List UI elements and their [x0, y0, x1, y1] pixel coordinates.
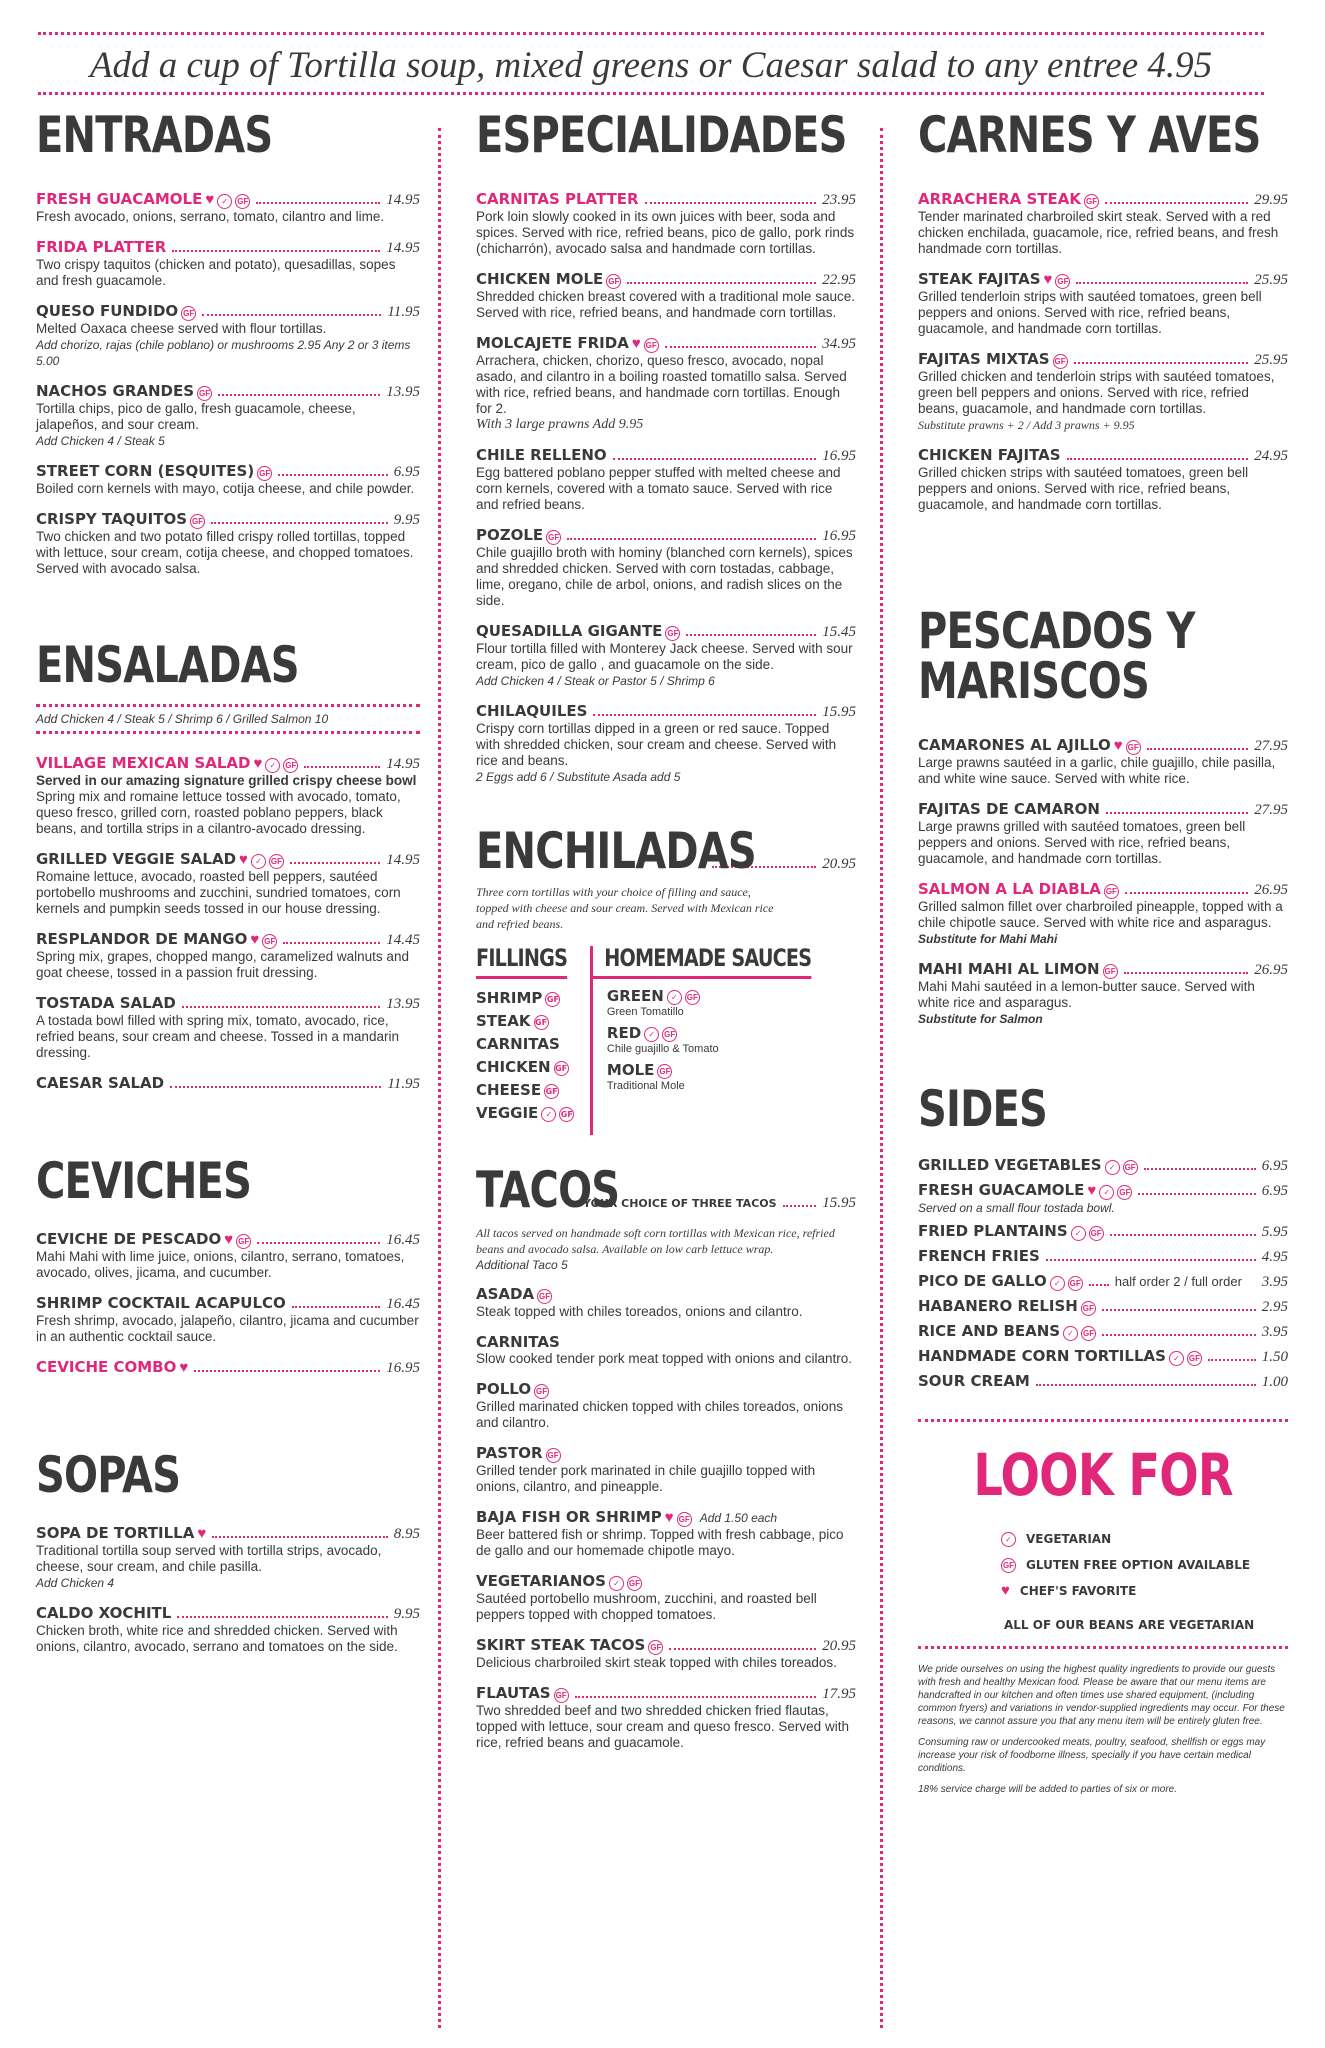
item-note: Substitute prawns + 2 / Add 3 prawns + 9.95 [918, 418, 1135, 432]
menu-item [36, 994, 420, 1061]
item-price: 6.95 [393, 464, 420, 480]
item-price: 13.95 [386, 996, 420, 1012]
item-price: 16.95 [822, 528, 856, 544]
column-middle [476, 106, 856, 1764]
item-desc: Two chicken and two potato filled crispy rolled tortillas, topped with lettuce, sour cream, cotija cheese, and chopped tomatoes. Served with avocado salsa. [36, 529, 414, 576]
item-desc: Chicken broth, white rice and shredded chicken. Served with onions, cilantro, avocado, serrano and tomatoes on the side. [36, 1623, 398, 1654]
item-desc: Large prawns sautéed in a garlic, chile guajillo, chile pasilla, and white wine sauce. Served with white rice. [918, 755, 1276, 786]
menu-item [36, 1230, 420, 1281]
disclaimer-quality: We pride ourselves on using the highest quality ingredients to provide our guests with fresh and healthy Mexican food. Please be aware that our menu items are handcrafted in our kitchen and often times use shared equipment, (including common fryers) and variations in vendor-supplied ingredients may occur. For these reasons, we cannot assure you that any menu item will be entirely gluten free. [918, 1664, 1285, 1727]
item-desc: Flour tortilla filled with Monterey Jack cheese. Served with sour cream, pico de gallo , and guacamole on the side. [476, 641, 853, 672]
menu-item [36, 382, 420, 449]
item-desc: Large prawns grilled with sautéed tomatoes, green bell peppers and onions. Served with rice, refried beans, guacamole, and handmade corn tortillas. [918, 819, 1246, 866]
side-portion: half order 2 / full order [1114, 1274, 1242, 1289]
sauce-item: RED ✓ GF Chile guajillo & Tomato [606, 1024, 719, 1055]
heart-icon: ♥ [1043, 271, 1053, 288]
gluten-free-icon: GF [644, 338, 659, 353]
menu-item [918, 350, 1288, 433]
section-title-carnes: CARNES Y AVES [918, 106, 1261, 164]
item-name: STREET CORN (ESQUITES) [36, 462, 255, 480]
section-title-enchiladas: ENCHILADAS [476, 822, 756, 880]
gluten-free-icon: GF [648, 1640, 663, 1655]
heart-icon: ♥ [1113, 737, 1123, 754]
heart-icon: ♥ [179, 1359, 189, 1376]
gluten-free-icon: GF [606, 274, 621, 289]
item-price: 14.95 [386, 240, 420, 256]
item-price: 14.45 [386, 932, 420, 948]
item-desc: Grilled salmon fillet over charbroiled pineapple, topped with a chile chipotle sauce. Served with white rice and asparagus. [918, 899, 1283, 930]
legend-item: GF GLUTEN FREE OPTION AVAILABLE [1002, 1558, 1251, 1572]
gluten-free-icon: GF [546, 1448, 561, 1463]
item-price: 16.95 [386, 1360, 420, 1376]
item-desc: Two crispy taquitos (chicken and potato), quesadillas, sopes and fresh guacamole. [36, 257, 396, 288]
heart-icon: ♥ [197, 1525, 207, 1542]
item-desc: Traditional tortilla soup served with tortilla strips, avocado, cheese, sour cream, and chile pasilla. [36, 1543, 382, 1574]
fillings-title: FILLINGS [476, 946, 567, 979]
gluten-free-icon: GF [627, 1576, 642, 1591]
filling-item: SHRIMP [476, 989, 543, 1007]
item-name: CAMARONES AL AJILLO [918, 736, 1111, 754]
item-name: CALDO XOCHITL [36, 1604, 172, 1622]
menu-item [36, 238, 420, 289]
tacos-subtitle: YOUR CHOICE OF THREE TACOS [583, 1197, 777, 1210]
filling-item: CHICKEN [476, 1058, 551, 1076]
fillings-list [476, 979, 590, 1125]
item-desc: Shredded chicken breast covered with a traditional mole sauce. Served with rice, refried beans, and handmade corn tortillas. [476, 289, 855, 320]
taco-item: BAJA FISH OR SHRIMP ♥ GF Add 1.50 each Beer battered fish or shrimp. Topped with fresh cabbage, pico de gallo and our homemade chipotle mayo. [476, 1508, 844, 1558]
item-name: MAHI MAHI AL LIMON [918, 960, 1100, 978]
item-name: QUESADILLA GIGANTE [476, 622, 663, 640]
menu-item [36, 190, 420, 225]
item-note: With 3 large prawns Add 9.95 [476, 417, 644, 432]
item-desc: Arrachera, chicken, chorizo, queso fresco, avocado, nopal asado, and cilantro in a boiling roasted tomatillo salsa. Served with rice, refried beans, and handmade corn tortillas. Enough for 2. [476, 353, 847, 416]
item-name: CEVICHE COMBO [36, 1358, 177, 1376]
column-left [36, 106, 420, 1668]
menu-item [36, 754, 420, 837]
vegetarian-icon: ✓ [609, 1576, 624, 1591]
side-item: FRESH GUACAMOLE ♥ ✓ GF 6.95 [918, 1181, 1288, 1199]
enchiladas-header [476, 822, 856, 880]
column-right [918, 106, 1288, 1796]
ensaladas-addons: Add Chicken 4 / Steak 5 / Shrimp 6 / Grilled Salmon 10 [36, 712, 329, 726]
side-item: HANDMADE CORN TORTILLAS ✓ GF 1.50 [918, 1347, 1288, 1365]
tacos-note: Additional Taco 5 [476, 1258, 568, 1272]
item-price: 24.95 [1254, 448, 1288, 464]
item-desc: Grilled chicken and tenderloin strips with sautéed tomatoes, green bell peppers and onions. Served with rice, refried beans, guacamole, and handmade corn tortillas. [918, 369, 1275, 416]
item-desc: Tortilla chips, pico de gallo, fresh guacamole, cheese, jalapeños, and sour cream. [36, 401, 356, 432]
item-price: 23.95 [822, 192, 856, 208]
look-for-title: LOOK FOR [973, 1441, 1233, 1509]
top-divider [38, 32, 1264, 35]
item-desc: Fresh shrimp, avocado, jalapeño, cilantro, jicama and cucumber in an authentic cocktail sauce. [36, 1313, 419, 1344]
menu-item [476, 190, 856, 257]
item-name: FRESH GUACAMOLE [36, 190, 203, 208]
sauces-panel [593, 946, 866, 1135]
gluten-free-icon: GF [537, 1289, 552, 1304]
gluten-free-icon: GF [1103, 964, 1118, 979]
gluten-free-icon: GF [1001, 1558, 1016, 1573]
vegetarian-icon: ✓ [1063, 1326, 1078, 1341]
section-title-entradas: ENTRADAS [36, 106, 273, 164]
item-price: 16.95 [822, 448, 856, 464]
item-desc: A tostada bowl filled with spring mix, tomato, avocado, rice, refried beans, sour cream and cheese. Tossed in a mandarin dressing. [36, 1013, 399, 1060]
disclaimer-raw: Consuming raw or undercooked meats, poultry, seafood, shellfish or eggs may increase your risk of foodborne illness, specially if you have certain medical conditions. [918, 1737, 1266, 1774]
banner-text: Add a cup of Tortilla soup, mixed greens or Caesar salad to any entree 4.95 [89, 45, 1213, 86]
section-title-sopas: SOPAS [36, 1446, 181, 1504]
gluten-free-icon: GF [1081, 1301, 1096, 1316]
item-desc: Chile guajillo broth with hominy (blanched corn kernels), spices and shredded chicken. Served with corn tostadas, cabbage, lime, oregano, chile de arbol, onions, and radish slices on the side. [476, 545, 853, 608]
menu-item [476, 702, 856, 785]
item-note: Add chorizo, rajas (chile poblano) or mushrooms 2.95 Any 2 or 3 items 5.00 [36, 338, 411, 368]
menu-item [36, 462, 420, 497]
gluten-free-icon: GF [269, 854, 284, 869]
menu-item [36, 930, 420, 981]
item-price: 16.45 [386, 1296, 420, 1312]
gluten-free-icon: GF [665, 626, 680, 641]
item-price: 27.95 [1254, 802, 1288, 818]
gluten-free-icon: GF [236, 1234, 251, 1249]
gluten-free-icon: GF [1053, 354, 1068, 369]
item-name: CRISPY TAQUITOS [36, 510, 187, 528]
vegetarian-icon: ✓ [265, 758, 280, 773]
vegetarian-icon: ✓ [1050, 1276, 1065, 1291]
section-title-pescados-line2: MARISCOS [918, 652, 1150, 710]
look-for-panel [918, 1441, 1288, 1509]
side-item: SOUR CREAM 1.00 [918, 1372, 1288, 1390]
item-note: Add Chicken 4 / Steak 5 [36, 434, 165, 448]
item-name: NACHOS GRANDES [36, 382, 195, 400]
filling-item: STEAK [476, 1012, 531, 1030]
gluten-free-icon: GF [545, 992, 560, 1007]
section-title-sides: SIDES [918, 1080, 1048, 1138]
heart-icon: ♥ [631, 335, 641, 352]
menu-item [918, 960, 1288, 1027]
gluten-free-icon: GF [1104, 884, 1119, 899]
item-price: 25.95 [1254, 272, 1288, 288]
side-note: Served on a small flour tostada bowl. [918, 1201, 1115, 1215]
item-price: 25.95 [1254, 352, 1288, 368]
item-price: 14.95 [386, 192, 420, 208]
item-price: 15.95 [822, 704, 856, 720]
menu-item [476, 526, 856, 609]
gluten-free-icon: GF [534, 1015, 549, 1030]
menu-item [918, 270, 1288, 337]
section-title-pescados-line1: PESCADOS Y [918, 602, 1195, 660]
section-title-ceviches: CEVICHES [36, 1152, 252, 1210]
item-desc: Grilled tenderloin strips with sautéed tomatoes, green bell peppers and onions. Served with rice, refried beans, guacamole, and handmade corn tortillas. [918, 289, 1262, 336]
menu-item [918, 736, 1288, 787]
menu-item [918, 190, 1288, 257]
item-name: STEAK FAJITAS [918, 270, 1041, 288]
filling-item: CARNITAS [476, 1035, 560, 1053]
item-desc: Crispy corn tortillas dipped in a green or red sauce. Topped with shredded chicken, sour cream and cheese. Served with rice and beans. [476, 721, 837, 768]
heart-icon: ♥ [239, 851, 248, 868]
item-desc: Spring mix and romaine lettuce tossed with avocado, tomato, queso fresco, grilled corn, roasted poblano peppers, black beans, and tortilla strips in a cilantro-avocado dressing. [36, 789, 401, 836]
item-name: ARRACHERA STEAK [918, 190, 1082, 208]
heart-icon: ♥ [224, 1231, 234, 1248]
side-item: FRENCH FRIES 4.95 [918, 1247, 1288, 1265]
taco-item: FLAUTAS GF 17.95 Two shredded beef and two shredded chicken fried flautas, topped with lettuce, sour cream and queso fresco. Served with rice, refried beans and guacamole. [476, 1684, 856, 1750]
beans-note: ALL OF OUR BEANS ARE VEGETARIAN [1004, 1618, 1255, 1632]
gluten-free-icon: GF [262, 934, 277, 949]
gluten-free-icon: GF [554, 1688, 569, 1703]
gluten-free-icon: GF [1117, 1185, 1132, 1200]
menu-item [918, 880, 1288, 947]
item-price: 34.95 [822, 336, 856, 352]
item-name: CHICKEN MOLE [476, 270, 604, 288]
sauce-item: MOLE GF Traditional Mole [606, 1061, 685, 1092]
menu-item [36, 1604, 420, 1655]
side-item: PICO DE GALLO ✓ GF half order 2 / full order 3.95 [918, 1272, 1288, 1290]
gluten-free-icon: GF [685, 990, 700, 1005]
tacos-header [476, 1161, 856, 1219]
item-name: VILLAGE MEXICAN SALAD [36, 754, 251, 772]
taco-item: VEGETARIANOS ✓ GF Sautéed portobello mushroom, zucchini, and roasted bell peppers topped with chopped tomatoes. [476, 1572, 817, 1622]
gluten-free-icon: GF [1126, 740, 1141, 755]
heart-icon: ♥ [1001, 1582, 1010, 1599]
gluten-free-icon: GF [546, 530, 561, 545]
menu-item [36, 850, 420, 917]
menu-item [36, 1524, 420, 1591]
vegetarian-icon: ✓ [251, 854, 266, 869]
heart-icon: ♥ [253, 755, 263, 772]
menu-item [36, 1074, 420, 1093]
filling-item: CHEESE [476, 1081, 542, 1099]
item-desc: Grilled chicken strips with sautéed tomatoes, green bell peppers and onions. Served with rice, refried beans, guacamole, and handmade corn tortillas. [918, 465, 1249, 512]
item-name: CHILAQUILES [476, 702, 588, 720]
sauces-title: HOMEMADE SAUCES [593, 946, 811, 979]
item-desc: Pork loin slowly cooked in its own juices with beer, soda and spices. Served with rice, refried beans, pico de gallo, pork rinds (chicharrón), avocado salsa and handmade corn tortillas. [476, 209, 855, 256]
section-title-ensaladas: ENSALADAS [36, 636, 299, 694]
section-title-tacos: TACOS [476, 1161, 620, 1219]
item-price: 13.95 [386, 384, 420, 400]
item-price: 26.95 [1254, 882, 1288, 898]
item-name: CHICKEN FAJITAS [918, 446, 1061, 464]
vegetarian-icon: ✓ [541, 1107, 556, 1122]
heart-icon: ♥ [205, 191, 215, 208]
gluten-free-icon: GF [677, 1512, 692, 1527]
item-desc: Mahi Mahi sautéed in a lemon-butter sauce. Served with white rice and asparagus. [918, 979, 1255, 1010]
item-name: CARNITAS PLATTER [476, 190, 639, 208]
item-price: 8.95 [393, 1526, 420, 1542]
sides-list [918, 1156, 1288, 1391]
item-name: SOPA DE TORTILLA [36, 1524, 195, 1542]
legend-list [998, 1526, 1288, 1604]
enchiladas-desc: Three corn tortillas with your choice of filling and sauce, topped with cheese and sour cream. Served with Mexican rice and refried beans. [476, 885, 774, 931]
menu-item [36, 1294, 420, 1345]
gluten-free-icon: GF [197, 386, 212, 401]
menu-item [476, 334, 856, 433]
sauces-list [607, 979, 866, 1092]
gluten-free-icon: GF [544, 1084, 559, 1099]
column-divider-left [438, 128, 441, 2028]
item-price: 9.95 [393, 512, 420, 528]
menu-item [476, 446, 856, 513]
item-price: 11.95 [387, 1076, 420, 1092]
item-name: FAJITAS DE CAMARON [918, 800, 1100, 818]
item-name: FRIDA PLATTER [36, 238, 167, 256]
menu-item [918, 446, 1288, 513]
side-item: FRIED PLANTAINS ✓ GF 5.95 [918, 1222, 1288, 1240]
item-name: POZOLE [476, 526, 544, 544]
side-item: RICE AND BEANS ✓ GF 3.95 [918, 1322, 1288, 1340]
item-name: CHILE RELLENO [476, 446, 607, 464]
gluten-free-icon: GF [283, 758, 298, 773]
item-price: 11.95 [387, 304, 420, 320]
item-name: GRILLED VEGGIE SALAD [36, 850, 237, 868]
legend-item: ✓ VEGETARIAN [998, 1526, 1288, 1552]
gluten-free-icon: GF [190, 514, 205, 529]
gluten-free-icon: GF [657, 1064, 672, 1079]
item-desc: Mahi Mahi with lime juice, onions, cilantro, serrano, tomatoes, avocado, olives, jicama, and cucumber. [36, 1249, 405, 1280]
item-note: Substitute for Salmon [918, 1012, 1043, 1026]
item-note: Substitute for Mahi Mahi [918, 932, 1058, 946]
vegetarian-icon: ✓ [1099, 1185, 1114, 1200]
gluten-free-icon: GF [662, 1027, 677, 1042]
item-price: 26.95 [1254, 962, 1288, 978]
item-price: 16.45 [386, 1232, 420, 1248]
side-item: HABANERO RELISH GF 2.95 [918, 1297, 1288, 1315]
tacos-price: 15.95 [822, 1195, 856, 1211]
vegetarian-icon: ✓ [667, 990, 682, 1005]
gluten-free-icon: GF [1123, 1160, 1138, 1175]
gluten-free-icon: GF [1187, 1351, 1202, 1366]
item-note: Add Chicken 4 [36, 1576, 115, 1590]
fillings-panel [476, 946, 593, 1135]
gluten-free-icon: GF [257, 466, 272, 481]
gluten-free-icon: GF [181, 306, 196, 321]
item-desc: Tender marinated charbroiled skirt steak. Served with a red chicken enchilada, guacamole, rice, refried beans, and fresh handmade corn tortillas. [918, 209, 1279, 256]
item-name: FAJITAS MIXTAS [918, 350, 1050, 368]
item-name: RESPLANDOR DE MANGO [36, 930, 248, 948]
item-desc: Melted Oaxaca cheese served with flour tortillas. [36, 321, 327, 336]
item-name: QUESO FUNDIDO [36, 302, 179, 320]
side-item: GRILLED VEGETABLES ✓ GF 6.95 [918, 1156, 1288, 1174]
taco-item: ASADA GF Steak topped with chiles toreados, onions and cilantro. [476, 1285, 803, 1319]
gluten-free-icon: GF [534, 1384, 549, 1399]
menu-item [476, 270, 856, 321]
item-highlight: Served in our amazing signature grilled crispy cheese bowl [36, 773, 417, 788]
menu-item [36, 1358, 420, 1377]
item-price: 14.95 [386, 852, 420, 868]
item-price: 27.95 [1254, 738, 1288, 754]
vegetarian-icon: ✓ [1105, 1160, 1120, 1175]
legend-item: ♥ CHEF'S FAVORITE [1001, 1582, 1137, 1599]
item-desc: Fresh avocado, onions, serrano, tomato, cilantro and lime. [36, 209, 385, 224]
gluten-free-icon: GF [1089, 1226, 1104, 1241]
gluten-free-icon: GF [559, 1107, 574, 1122]
item-price: 9.95 [393, 1606, 420, 1622]
menu-item [36, 510, 420, 577]
item-note: 2 Eggs add 6 / Substitute Asada add 5 [476, 770, 681, 784]
gluten-free-icon: GF [235, 194, 250, 209]
banner-divider [38, 92, 1264, 95]
item-name: CEVICHE DE PESCADO [36, 1230, 222, 1248]
heart-icon: ♥ [664, 1509, 674, 1526]
tacos-desc: All tacos served on handmade soft corn tortillas with Mexican rice, refried beans and avocado salsa. Available on low carb lettuce wrap. [476, 1226, 835, 1256]
item-desc: Boiled corn kernels with mayo, cotija cheese, and chile powder. [36, 481, 415, 496]
item-price: 22.95 [822, 272, 856, 288]
section-title-especialidades: ESPECIALIDADES [476, 106, 847, 164]
item-name: TOSTADA SALAD [36, 994, 176, 1012]
item-name: SALMON A LA DIABLA [918, 880, 1101, 898]
enchiladas-options [476, 946, 856, 1135]
taco-item: PASTOR GF Grilled tender pork marinated in chile guajillo topped with onions, cilantro, and pineapple. [476, 1444, 816, 1494]
gluten-free-icon: GF [554, 1061, 569, 1076]
item-name: CAESAR SALAD [36, 1074, 165, 1092]
vegetarian-icon: ✓ [1001, 1532, 1016, 1547]
item-desc: Spring mix, grapes, chopped mango, caramelized walnuts and goat cheese, tossed in a passion fruit dressing. [36, 949, 409, 980]
enchiladas-price: 20.95 [822, 856, 856, 872]
taco-item: POLLO GF Grilled marinated chicken topped with chiles toreados, onions and cilantro. [476, 1380, 843, 1430]
heart-icon: ♥ [1087, 1182, 1097, 1199]
menu-item [36, 302, 420, 369]
menu-item [476, 622, 856, 689]
item-price: 29.95 [1254, 192, 1288, 208]
item-desc: Egg battered poblano pepper stuffed with melted cheese and corn kernels, covered with a tomato sauce. Served with rice and refried beans. [476, 465, 841, 512]
item-note: Add Chicken 4 / Steak or Pastor 5 / Shrimp 6 [476, 674, 715, 688]
gluten-free-icon: GF [1081, 1326, 1096, 1341]
vegetarian-icon: ✓ [644, 1027, 659, 1042]
filling-item: VEGGIE [476, 1104, 539, 1122]
taco-item: CARNITAS Slow cooked tender pork meat topped with onions and cilantro. [476, 1333, 852, 1366]
sauce-item: GREEN ✓ GF Green Tomatillo [606, 987, 698, 1018]
item-name: SHRIMP COCKTAIL ACAPULCO [36, 1294, 286, 1312]
disclaimer-service: 18% service charge will be added to parties of six or more. [918, 1784, 1178, 1795]
gluten-free-icon: GF [1068, 1276, 1083, 1291]
item-name: MOLCAJETE FRIDA [476, 334, 629, 352]
gluten-free-icon: GF [1084, 194, 1099, 209]
vegetarian-icon: ✓ [1071, 1226, 1086, 1241]
vegetarian-icon: ✓ [1169, 1351, 1184, 1366]
item-desc: Romaine lettuce, avocado, roasted bell peppers, sautéed portobello mushrooms and zucchini, sundried tomatoes, corn kernels and pumpkin seeds tossed in our house dressing. [36, 869, 401, 916]
item-price: 14.95 [386, 756, 420, 772]
taco-item: SKIRT STEAK TACOS GF 20.95 Delicious charbroiled skirt steak topped with chiles toreados. [476, 1636, 856, 1670]
column-divider-right [880, 128, 883, 2028]
heart-icon: ♥ [250, 931, 260, 948]
vegetarian-icon: ✓ [217, 194, 232, 209]
gluten-free-icon: GF [1055, 274, 1070, 289]
item-price: 15.45 [822, 624, 856, 640]
menu-item [918, 800, 1288, 867]
